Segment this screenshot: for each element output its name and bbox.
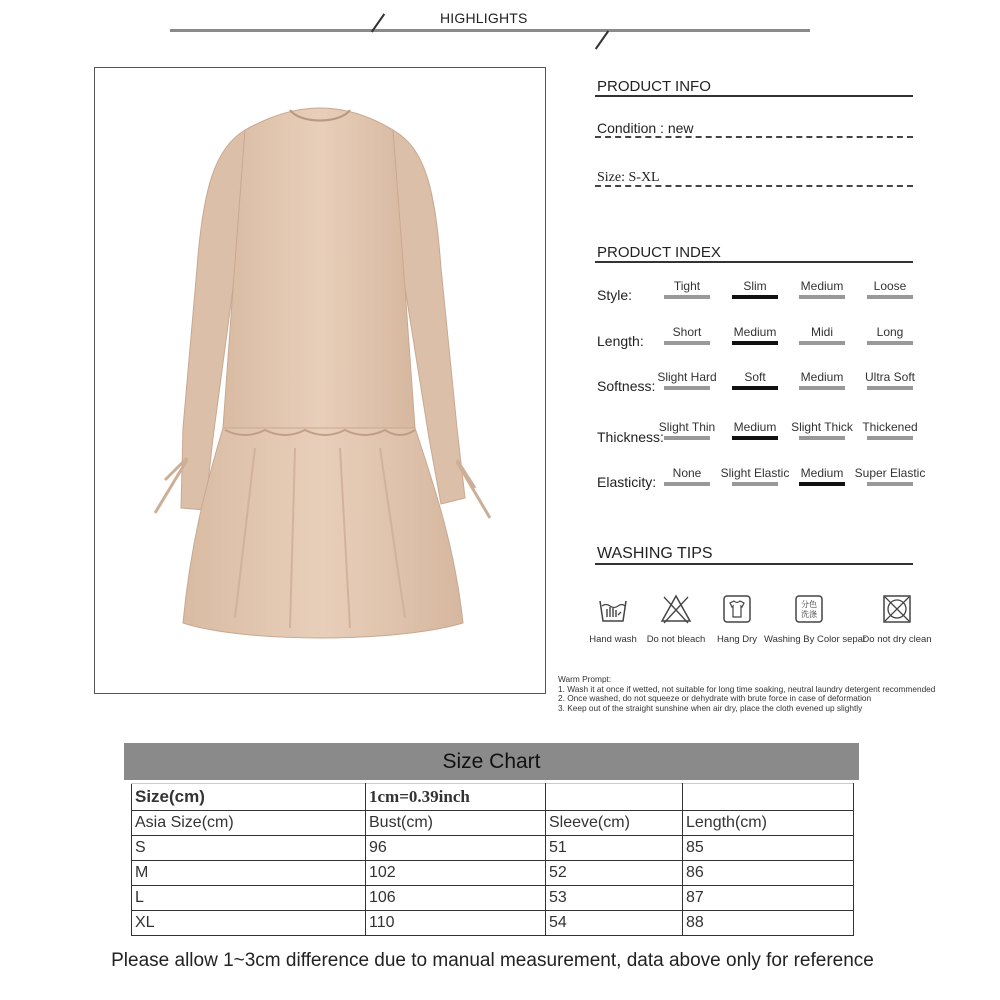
measurement-note: Please allow 1~3cm difference due to manual measurement, data above only for reference bbox=[111, 950, 874, 971]
index-option-label: Slight Thick bbox=[791, 420, 853, 434]
index-selected-bar bbox=[732, 386, 778, 390]
size-chart-header-row bbox=[132, 811, 854, 836]
index-row-label: Softness: bbox=[597, 378, 656, 394]
index-option-bar bbox=[799, 386, 845, 390]
index-option-label: Long bbox=[876, 325, 904, 339]
size-range-text: Size: S-XL bbox=[597, 170, 660, 185]
index-option-label: Soft bbox=[744, 370, 766, 384]
size-chart-table bbox=[131, 783, 854, 936]
washing-tips-divider bbox=[595, 563, 913, 565]
table-cell: 86 bbox=[683, 861, 854, 886]
table-cell: 85 bbox=[683, 836, 854, 861]
index-option-label: Medium bbox=[800, 466, 844, 480]
index-option-bar bbox=[867, 295, 913, 299]
index-selected-bar bbox=[732, 436, 778, 440]
index-option-bar bbox=[732, 482, 778, 486]
index-option-label: Midi bbox=[810, 325, 833, 339]
table-cell: XL bbox=[132, 911, 366, 936]
table-cell: 54 bbox=[546, 911, 683, 936]
index-selected-bar bbox=[732, 295, 778, 299]
index-option-label: Slight Elastic bbox=[720, 466, 790, 480]
table-cell: 96 bbox=[366, 836, 546, 861]
header-cell: Sleeve(cm) bbox=[546, 811, 683, 836]
hand-wash-icon bbox=[597, 593, 629, 625]
table-row bbox=[132, 911, 854, 936]
highlights-title: HIGHLIGHTS bbox=[440, 10, 528, 26]
color-separate-icon bbox=[793, 593, 825, 625]
index-option-label: Slim bbox=[743, 279, 767, 293]
warm-prompt-title: Warm Prompt: bbox=[558, 674, 612, 684]
table-cell: S bbox=[132, 836, 366, 861]
index-row-label: Elasticity: bbox=[597, 474, 657, 490]
product-index-divider bbox=[595, 261, 913, 263]
washing-tips-title: WASHING TIPS bbox=[597, 545, 713, 562]
highlights-line bbox=[170, 29, 810, 32]
size-divider bbox=[595, 185, 913, 187]
product-info-divider bbox=[595, 95, 913, 97]
table-cell: 88 bbox=[683, 911, 854, 936]
index-option-bar bbox=[867, 436, 913, 440]
product-photo bbox=[94, 67, 546, 694]
index-option-bar bbox=[664, 482, 710, 486]
dress-image bbox=[95, 68, 545, 693]
table-cell: M bbox=[132, 861, 366, 886]
index-row-label: Length: bbox=[597, 333, 644, 349]
table-row bbox=[132, 861, 854, 886]
index-option-bar bbox=[799, 341, 845, 345]
svg-text:分色: 分色 bbox=[801, 600, 817, 609]
table-row bbox=[132, 886, 854, 911]
wash-label: Hand wash bbox=[589, 634, 637, 645]
index-option-bar bbox=[664, 386, 710, 390]
wash-item-color-separate bbox=[764, 593, 867, 645]
header-cell: Length(cm) bbox=[683, 811, 854, 836]
index-option-bar bbox=[664, 295, 710, 299]
warm-prompt-line: 2. Once washed, do not squeeze or dehydrate with brute force in case of deformation bbox=[558, 693, 872, 703]
conversion-cell: 1cm=0.39inch bbox=[366, 784, 546, 811]
size-unit-cell: Size(cm) bbox=[132, 784, 366, 811]
table-cell: L bbox=[132, 886, 366, 911]
warm-prompt-line: 3. Keep out of the straight sunshine when air dry, place the cloth evened up slightly bbox=[558, 702, 863, 713]
warm-prompt-line: 1. Wash it at once if wetted, not suitable for long time soaking, neutral laundry detergent recommended bbox=[558, 683, 936, 694]
size-chart-unit-row bbox=[132, 784, 854, 811]
hang-dry-icon bbox=[721, 593, 753, 625]
no-bleach-icon bbox=[660, 593, 692, 625]
highlights-slash-right bbox=[595, 30, 609, 49]
index-option-label: Short bbox=[672, 325, 702, 339]
empty-cell bbox=[683, 784, 854, 811]
table-cell: 53 bbox=[546, 886, 683, 911]
wash-label: Washing By Color separ bbox=[764, 634, 867, 645]
index-option-bar bbox=[867, 341, 913, 345]
index-option-label: Ultra Soft bbox=[864, 370, 915, 384]
index-option-label: Medium bbox=[733, 420, 777, 434]
index-option-label: Medium bbox=[800, 279, 844, 293]
table-cell: 102 bbox=[366, 861, 546, 886]
warm-prompt bbox=[558, 675, 935, 713]
empty-cell bbox=[546, 784, 683, 811]
index-option-bar bbox=[664, 341, 710, 345]
index-option-label: Tight bbox=[673, 279, 701, 293]
condition-text: Condition : new bbox=[597, 120, 694, 136]
index-option-bar bbox=[867, 386, 913, 390]
table-cell: 52 bbox=[546, 861, 683, 886]
table-cell: 51 bbox=[546, 836, 683, 861]
index-option-label: Medium bbox=[733, 325, 777, 339]
index-row-label: Thickness: bbox=[597, 429, 664, 445]
wash-item-no-dry-clean bbox=[852, 593, 942, 645]
wash-label: Hang Dry bbox=[716, 634, 758, 645]
index-option-label: Thickened bbox=[862, 420, 918, 434]
index-option-label: None bbox=[672, 466, 702, 480]
index-option-label: Slight Hard bbox=[657, 370, 717, 384]
table-cell: 87 bbox=[683, 886, 854, 911]
index-selected-bar bbox=[732, 341, 778, 345]
index-option-label: Super Elastic bbox=[854, 466, 926, 480]
product-info-title: PRODUCT INFO bbox=[597, 78, 711, 95]
index-option-label: Slight Thin bbox=[658, 420, 716, 434]
index-option-bar bbox=[799, 295, 845, 299]
index-option-label: Medium bbox=[800, 370, 844, 384]
index-selected-bar bbox=[799, 482, 845, 486]
index-option-bar bbox=[664, 436, 710, 440]
table-cell: 110 bbox=[366, 911, 546, 936]
product-index-title: PRODUCT INDEX bbox=[597, 244, 721, 261]
index-row-label: Style: bbox=[597, 287, 633, 303]
header-cell: Bust(cm) bbox=[366, 811, 546, 836]
condition-divider bbox=[595, 136, 913, 138]
no-dry-clean-icon bbox=[881, 593, 913, 625]
svg-text:洗涤: 洗涤 bbox=[801, 610, 817, 619]
index-option-bar bbox=[799, 436, 845, 440]
header-cell: Asia Size(cm) bbox=[132, 811, 366, 836]
table-row bbox=[132, 836, 854, 861]
size-chart-title: Size Chart bbox=[124, 743, 859, 780]
table-cell: 106 bbox=[366, 886, 546, 911]
index-option-bar bbox=[867, 482, 913, 486]
wash-label: Do not dry clean bbox=[862, 634, 932, 645]
index-option-label: Loose bbox=[873, 279, 907, 293]
wash-label: Do not bleach bbox=[646, 634, 706, 645]
